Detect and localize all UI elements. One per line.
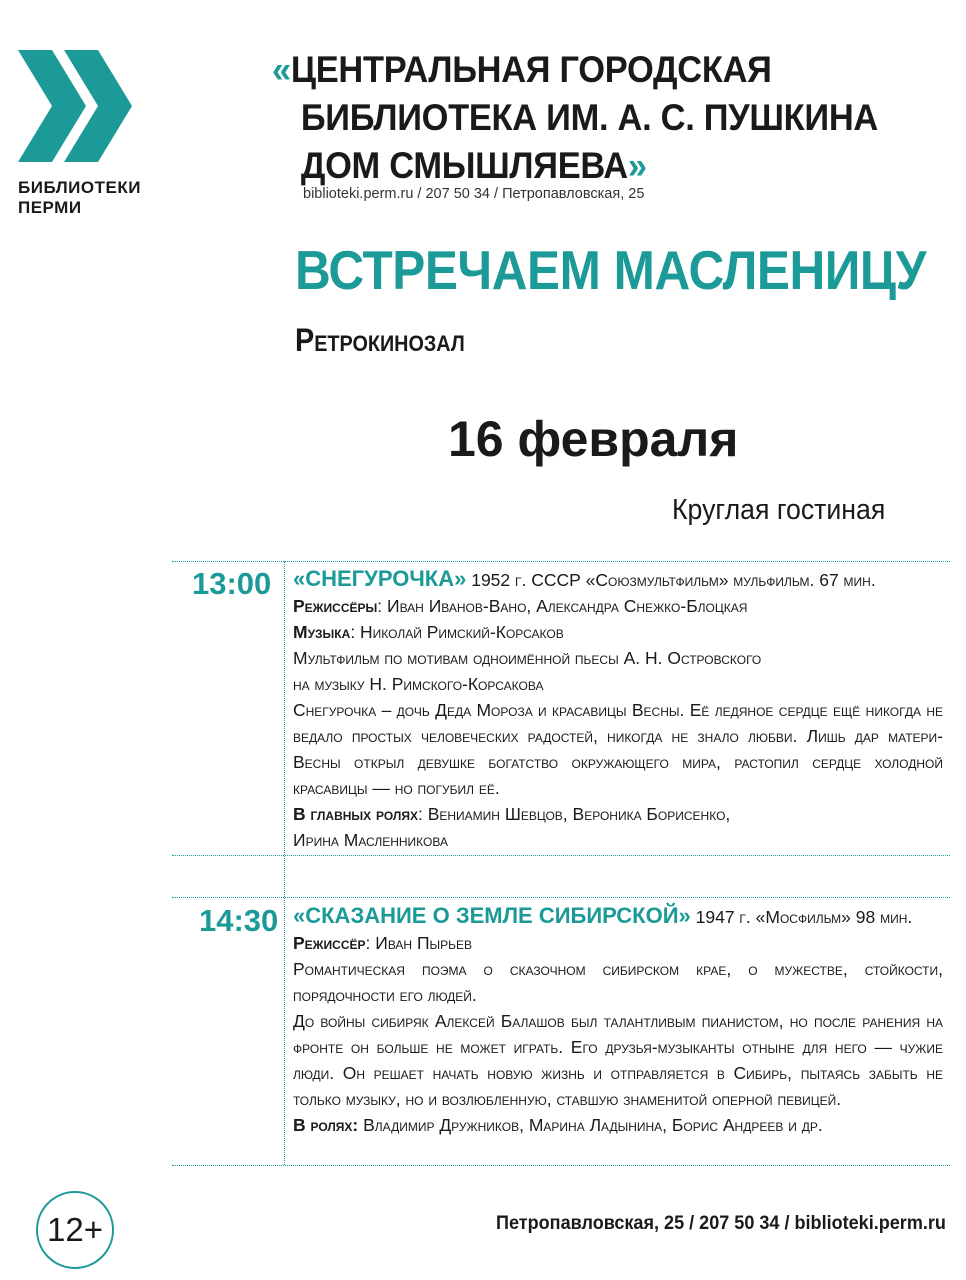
age-rating-badge: 12+ xyxy=(36,1191,114,1269)
cast-label: В ролях: xyxy=(293,1115,359,1135)
music-value: : Николай Римский-Корсаков xyxy=(350,622,564,642)
schedule-entry-2 xyxy=(293,903,943,1138)
directors-value: : Иван Иванов-Вано, Александра Снежко-Блоцкая xyxy=(377,596,748,616)
film-title: «СНЕГУРОЧКА» xyxy=(293,566,467,591)
organization-title xyxy=(272,46,878,190)
double-chevron-logo-icon xyxy=(18,50,134,167)
header-contacts: biblioteki.perm.ru / 207 50 34 / Петропавловская, 25 xyxy=(303,186,645,202)
quote-close: » xyxy=(627,145,647,186)
event-subtitle: Ретрокинозал xyxy=(295,322,465,358)
cast-label: В главных ролях xyxy=(293,804,418,824)
event-date: 16 февраля xyxy=(448,411,739,467)
director-label: Режиссёр xyxy=(293,933,366,953)
film-description: Романтическая поэма о сказочном сибирском крае, о мужестве, стойкости, порядочности его людей. xyxy=(293,959,943,1005)
schedule-entry-1 xyxy=(293,566,943,853)
footer-contacts: Петропавловская, 25 / 207 50 34 / biblioteki.perm.ru xyxy=(496,1213,946,1234)
divider xyxy=(172,1165,950,1166)
cast-value: : Вениамин Шевцов, Вероника Борисенко, xyxy=(417,804,731,824)
film-description-line: на музыку Н. Римского-Корсакова xyxy=(293,674,544,694)
column-divider xyxy=(284,561,285,1165)
film-synopsis: Снегурочка – дочь Деда Мороза и красавицы Весны. Её ледяное сердце ещё никогда не ведало простых человеческих радостей, никогда не знало любви. Лишь дар матери-Весны открыл девушке богатство окружающего мира, растопил сердце холодной красавицы — но погубил её. xyxy=(293,700,943,798)
directors-label: Режиссёры xyxy=(293,596,378,616)
divider xyxy=(172,897,950,898)
logo-line-2: ПЕРМИ xyxy=(18,198,82,217)
logo-line-1: БИБЛИОТЕКИ xyxy=(18,178,141,197)
divider xyxy=(172,855,950,856)
film-description-line: Мультфильм по мотивам одноимённой пьесы А. Н. Островского xyxy=(293,648,762,668)
quote-open: « xyxy=(272,49,291,90)
logo-text xyxy=(18,178,141,218)
schedule-time-2: 14:30 xyxy=(199,903,279,938)
org-title-line-3: ДОМ СМЫШЛЯЕВА xyxy=(300,145,628,186)
director-value: : Иван Пырьев xyxy=(365,933,473,953)
film-synopsis: До войны сибиряк Алексей Балашов был талантливым пианистом, но после ранения на фронте он больше не может играть. Его друзья-музыканты отныне для него — чужие люди. Он решает начать новую жизнь и отправляется в Сибирь, пытаясь забыть не только музыку, но и возлюбленную, ставшую знаменитой оперной певицей. xyxy=(293,1011,943,1109)
cast-value-continued: Ирина Масленникова xyxy=(293,830,448,850)
org-title-line-2: БИБЛИОТЕКА ИМ. А. С. ПУШКИНА xyxy=(300,97,878,138)
event-place: Круглая гостиная xyxy=(672,494,886,526)
film-meta: 1947 г. «Мосфильм» 98 мин. xyxy=(690,907,913,927)
org-title-line-1: ЦЕНТРАЛЬНАЯ ГОРОДСКАЯ xyxy=(290,49,772,90)
film-title: «СКАЗАНИЕ О ЗЕМЛЕ СИБИРСКОЙ» xyxy=(293,903,691,928)
divider xyxy=(172,561,950,562)
schedule-time-1: 13:00 xyxy=(192,566,272,601)
event-title: ВСТРЕЧАЕМ МАСЛЕНИЦУ xyxy=(295,239,926,301)
music-label: Музыка xyxy=(293,622,351,642)
cast-value: Владимир Дружников, Марина Ладынина, Борис Андреев и др. xyxy=(358,1115,823,1135)
film-meta: 1952 г. СССР «Союзмультфильм» мульфильм. 67 мин. xyxy=(466,570,876,590)
